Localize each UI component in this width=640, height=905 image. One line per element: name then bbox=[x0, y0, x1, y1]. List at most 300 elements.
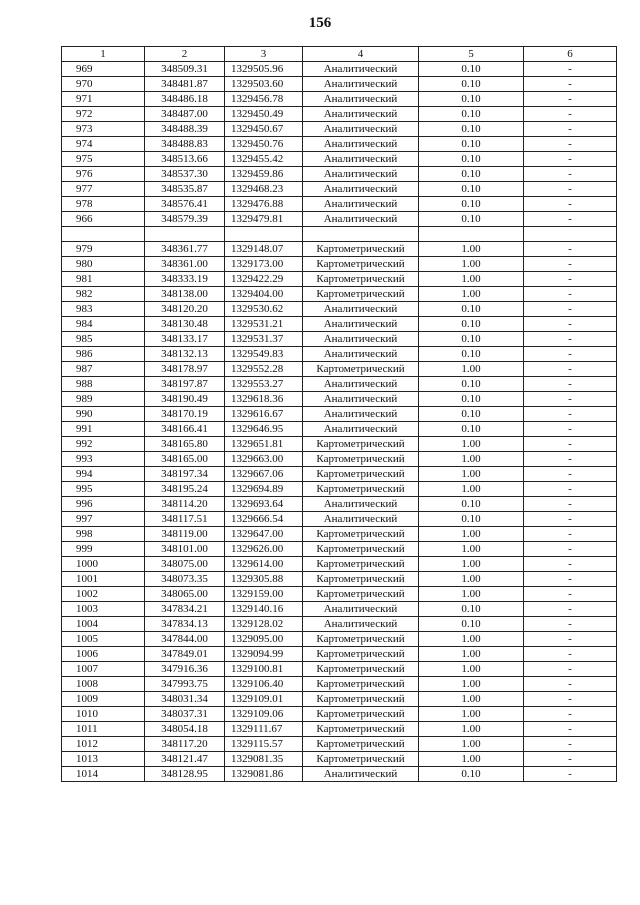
y-coordinate-cell: 1329646.95 bbox=[225, 422, 303, 437]
table-row bbox=[62, 572, 617, 587]
accuracy-cell: 1.00 bbox=[419, 527, 524, 542]
y-coordinate-cell: 1329094.99 bbox=[225, 647, 303, 662]
method-cell: Картометрический bbox=[303, 647, 419, 662]
accuracy-cell: 0.10 bbox=[419, 497, 524, 512]
x-coordinate-cell: 348170.19 bbox=[145, 407, 225, 422]
method-cell: Аналитический bbox=[303, 62, 419, 77]
note-cell: - bbox=[524, 452, 617, 467]
y-coordinate-cell: 1329651.81 bbox=[225, 437, 303, 452]
point-number-cell: 996 bbox=[62, 497, 145, 512]
note-cell: - bbox=[524, 752, 617, 767]
method-cell: Аналитический bbox=[303, 332, 419, 347]
method-cell: Картометрический bbox=[303, 587, 419, 602]
table-row bbox=[62, 662, 617, 677]
table-row bbox=[62, 377, 617, 392]
note-cell: - bbox=[524, 212, 617, 227]
y-coordinate-cell: 1329140.16 bbox=[225, 602, 303, 617]
method-cell: Аналитический bbox=[303, 602, 419, 617]
method-cell bbox=[303, 227, 419, 242]
y-coordinate-cell: 1329450.67 bbox=[225, 122, 303, 137]
x-coordinate-cell: 348509.31 bbox=[145, 62, 225, 77]
note-cell: - bbox=[524, 347, 617, 362]
note-cell: - bbox=[524, 77, 617, 92]
x-coordinate-cell: 348535.87 bbox=[145, 182, 225, 197]
note-cell: - bbox=[524, 647, 617, 662]
method-cell: Аналитический bbox=[303, 377, 419, 392]
y-coordinate-cell: 1329505.96 bbox=[225, 62, 303, 77]
note-cell: - bbox=[524, 707, 617, 722]
accuracy-cell: 1.00 bbox=[419, 572, 524, 587]
method-cell: Аналитический bbox=[303, 122, 419, 137]
y-coordinate-cell: 1329531.21 bbox=[225, 317, 303, 332]
table-row bbox=[62, 497, 617, 512]
method-cell: Аналитический bbox=[303, 182, 419, 197]
point-number-cell: 1004 bbox=[62, 617, 145, 632]
point-number-cell: 977 bbox=[62, 182, 145, 197]
y-coordinate-cell: 1329531.37 bbox=[225, 332, 303, 347]
y-coordinate-cell: 1329422.29 bbox=[225, 272, 303, 287]
accuracy-cell: 1.00 bbox=[419, 287, 524, 302]
accuracy-cell: 1.00 bbox=[419, 752, 524, 767]
note-cell bbox=[524, 227, 617, 242]
table-row bbox=[62, 512, 617, 527]
method-cell: Аналитический bbox=[303, 107, 419, 122]
note-cell: - bbox=[524, 122, 617, 137]
x-coordinate-cell: 348197.87 bbox=[145, 377, 225, 392]
point-number-cell: 1012 bbox=[62, 737, 145, 752]
column-header: 5 bbox=[419, 47, 524, 62]
x-coordinate-cell: 348121.47 bbox=[145, 752, 225, 767]
column-header: 3 bbox=[225, 47, 303, 62]
table-row bbox=[62, 392, 617, 407]
x-coordinate-cell: 348190.49 bbox=[145, 392, 225, 407]
note-cell: - bbox=[524, 152, 617, 167]
y-coordinate-cell: 1329553.27 bbox=[225, 377, 303, 392]
x-coordinate-cell: 347849.01 bbox=[145, 647, 225, 662]
point-number-cell: 979 bbox=[62, 242, 145, 257]
column-header: 6 bbox=[524, 47, 617, 62]
y-coordinate-cell: 1329626.00 bbox=[225, 542, 303, 557]
y-coordinate-cell: 1329479.81 bbox=[225, 212, 303, 227]
point-number-cell: 970 bbox=[62, 77, 145, 92]
method-cell: Картометрический bbox=[303, 272, 419, 287]
x-coordinate-cell: 347993.75 bbox=[145, 677, 225, 692]
x-coordinate-cell: 348031.34 bbox=[145, 692, 225, 707]
x-coordinate-cell: 348128.95 bbox=[145, 767, 225, 782]
accuracy-cell: 1.00 bbox=[419, 542, 524, 557]
table-row bbox=[62, 152, 617, 167]
point-number-cell: 1001 bbox=[62, 572, 145, 587]
note-cell: - bbox=[524, 407, 617, 422]
method-cell: Картометрический bbox=[303, 677, 419, 692]
point-number-cell: 991 bbox=[62, 422, 145, 437]
method-cell: Аналитический bbox=[303, 197, 419, 212]
method-cell: Картометрический bbox=[303, 557, 419, 572]
accuracy-cell: 0.10 bbox=[419, 302, 524, 317]
method-cell: Картометрический bbox=[303, 692, 419, 707]
x-coordinate-cell: 348361.77 bbox=[145, 242, 225, 257]
x-coordinate-cell: 348133.17 bbox=[145, 332, 225, 347]
method-cell: Картометрический bbox=[303, 632, 419, 647]
note-cell: - bbox=[524, 602, 617, 617]
y-coordinate-cell: 1329081.86 bbox=[225, 767, 303, 782]
table-row bbox=[62, 197, 617, 212]
x-coordinate-cell: 348120.20 bbox=[145, 302, 225, 317]
table-row bbox=[62, 92, 617, 107]
x-coordinate-cell: 348333.19 bbox=[145, 272, 225, 287]
point-number-cell: 994 bbox=[62, 467, 145, 482]
point-number-cell: 1005 bbox=[62, 632, 145, 647]
accuracy-cell: 1.00 bbox=[419, 707, 524, 722]
y-coordinate-cell: 1329109.01 bbox=[225, 692, 303, 707]
x-coordinate-cell: 347834.13 bbox=[145, 617, 225, 632]
x-coordinate-cell: 348488.83 bbox=[145, 137, 225, 152]
y-coordinate-cell: 1329616.67 bbox=[225, 407, 303, 422]
point-number-cell: 966 bbox=[62, 212, 145, 227]
point-number-cell: 1008 bbox=[62, 677, 145, 692]
y-coordinate-cell: 1329128.02 bbox=[225, 617, 303, 632]
table-row bbox=[62, 452, 617, 467]
method-cell: Картометрический bbox=[303, 542, 419, 557]
table-body bbox=[62, 62, 617, 782]
accuracy-cell: 0.10 bbox=[419, 332, 524, 347]
accuracy-cell: 0.10 bbox=[419, 197, 524, 212]
point-number-cell: 984 bbox=[62, 317, 145, 332]
note-cell: - bbox=[524, 527, 617, 542]
note-cell: - bbox=[524, 242, 617, 257]
accuracy-cell: 0.10 bbox=[419, 92, 524, 107]
x-coordinate-cell: 348037.31 bbox=[145, 707, 225, 722]
method-cell: Аналитический bbox=[303, 212, 419, 227]
y-coordinate-cell: 1329614.00 bbox=[225, 557, 303, 572]
table-row bbox=[62, 437, 617, 452]
y-coordinate-cell: 1329106.40 bbox=[225, 677, 303, 692]
table-row bbox=[62, 287, 617, 302]
table-row bbox=[62, 767, 617, 782]
point-number-cell: 1003 bbox=[62, 602, 145, 617]
y-coordinate-cell: 1329666.54 bbox=[225, 512, 303, 527]
note-cell: - bbox=[524, 512, 617, 527]
table-row bbox=[62, 167, 617, 182]
note-cell: - bbox=[524, 377, 617, 392]
method-cell: Аналитический bbox=[303, 152, 419, 167]
x-coordinate-cell: 348486.18 bbox=[145, 92, 225, 107]
point-number-cell: 1002 bbox=[62, 587, 145, 602]
accuracy-cell: 1.00 bbox=[419, 722, 524, 737]
y-coordinate-cell: 1329159.00 bbox=[225, 587, 303, 602]
x-coordinate-cell: 348117.20 bbox=[145, 737, 225, 752]
table-row bbox=[62, 182, 617, 197]
table-row bbox=[62, 332, 617, 347]
point-number-cell: 971 bbox=[62, 92, 145, 107]
accuracy-cell: 0.10 bbox=[419, 137, 524, 152]
x-coordinate-cell: 348197.34 bbox=[145, 467, 225, 482]
method-cell: Аналитический bbox=[303, 422, 419, 437]
method-cell: Картометрический bbox=[303, 482, 419, 497]
note-cell: - bbox=[524, 617, 617, 632]
point-number-cell: 980 bbox=[62, 257, 145, 272]
note-cell: - bbox=[524, 632, 617, 647]
note-cell: - bbox=[524, 467, 617, 482]
x-coordinate-cell: 348073.35 bbox=[145, 572, 225, 587]
point-number-cell: 1014 bbox=[62, 767, 145, 782]
point-number-cell: 1006 bbox=[62, 647, 145, 662]
accuracy-cell: 1.00 bbox=[419, 587, 524, 602]
accuracy-cell: 1.00 bbox=[419, 452, 524, 467]
note-cell: - bbox=[524, 767, 617, 782]
y-coordinate-cell: 1329095.00 bbox=[225, 632, 303, 647]
accuracy-cell: 1.00 bbox=[419, 272, 524, 287]
y-coordinate-cell: 1329647.00 bbox=[225, 527, 303, 542]
table-row bbox=[62, 482, 617, 497]
point-number-cell: 981 bbox=[62, 272, 145, 287]
note-cell: - bbox=[524, 302, 617, 317]
y-coordinate-cell: 1329468.23 bbox=[225, 182, 303, 197]
point-number-cell: 978 bbox=[62, 197, 145, 212]
x-coordinate-cell: 348065.00 bbox=[145, 587, 225, 602]
note-cell: - bbox=[524, 392, 617, 407]
table-row bbox=[62, 617, 617, 632]
method-cell: Картометрический bbox=[303, 707, 419, 722]
note-cell: - bbox=[524, 317, 617, 332]
accuracy-cell: 0.10 bbox=[419, 347, 524, 362]
y-coordinate-cell: 1329115.57 bbox=[225, 737, 303, 752]
note-cell: - bbox=[524, 482, 617, 497]
table-row bbox=[62, 407, 617, 422]
method-cell: Картометрический bbox=[303, 752, 419, 767]
x-coordinate-cell: 348513.66 bbox=[145, 152, 225, 167]
note-cell: - bbox=[524, 737, 617, 752]
method-cell: Аналитический bbox=[303, 167, 419, 182]
y-coordinate-cell: 1329404.00 bbox=[225, 287, 303, 302]
method-cell: Аналитический bbox=[303, 302, 419, 317]
note-cell: - bbox=[524, 677, 617, 692]
x-coordinate-cell: 348576.41 bbox=[145, 197, 225, 212]
accuracy-cell: 0.10 bbox=[419, 62, 524, 77]
table-row bbox=[62, 647, 617, 662]
page-number: 156 bbox=[308, 15, 332, 31]
table-row bbox=[62, 257, 617, 272]
accuracy-cell: 0.10 bbox=[419, 182, 524, 197]
note-cell: - bbox=[524, 662, 617, 677]
column-header: 4 bbox=[303, 47, 419, 62]
accuracy-cell: 0.10 bbox=[419, 77, 524, 92]
method-cell: Картометрический bbox=[303, 527, 419, 542]
x-coordinate-cell: 348165.00 bbox=[145, 452, 225, 467]
accuracy-cell: 1.00 bbox=[419, 692, 524, 707]
x-coordinate-cell: 348579.39 bbox=[145, 212, 225, 227]
table-row bbox=[62, 137, 617, 152]
accuracy-cell: 0.10 bbox=[419, 617, 524, 632]
y-coordinate-cell: 1329456.78 bbox=[225, 92, 303, 107]
method-cell: Аналитический bbox=[303, 497, 419, 512]
table-header-row bbox=[62, 47, 617, 62]
y-coordinate-cell: 1329618.36 bbox=[225, 392, 303, 407]
point-number-cell: 976 bbox=[62, 167, 145, 182]
y-coordinate-cell: 1329173.00 bbox=[225, 257, 303, 272]
table-row bbox=[62, 527, 617, 542]
x-coordinate-cell: 348114.20 bbox=[145, 497, 225, 512]
table-row bbox=[62, 362, 617, 377]
table-row bbox=[62, 422, 617, 437]
point-number-cell: 987 bbox=[62, 362, 145, 377]
note-cell: - bbox=[524, 587, 617, 602]
accuracy-cell: 0.10 bbox=[419, 767, 524, 782]
accuracy-cell: 1.00 bbox=[419, 362, 524, 377]
method-cell: Картометрический bbox=[303, 437, 419, 452]
x-coordinate-cell: 348537.30 bbox=[145, 167, 225, 182]
note-cell: - bbox=[524, 287, 617, 302]
point-number-cell: 993 bbox=[62, 452, 145, 467]
table-row bbox=[62, 677, 617, 692]
note-cell: - bbox=[524, 422, 617, 437]
point-number-cell: 997 bbox=[62, 512, 145, 527]
accuracy-cell: 1.00 bbox=[419, 242, 524, 257]
method-cell: Картометрический bbox=[303, 452, 419, 467]
method-cell: Аналитический bbox=[303, 347, 419, 362]
note-cell: - bbox=[524, 332, 617, 347]
note-cell: - bbox=[524, 497, 617, 512]
point-number-cell: 973 bbox=[62, 122, 145, 137]
table-row bbox=[62, 212, 617, 227]
y-coordinate-cell: 1329693.64 bbox=[225, 497, 303, 512]
accuracy-cell: 1.00 bbox=[419, 677, 524, 692]
x-coordinate-cell: 348361.00 bbox=[145, 257, 225, 272]
accuracy-cell: 1.00 bbox=[419, 647, 524, 662]
note-cell: - bbox=[524, 197, 617, 212]
note-cell: - bbox=[524, 692, 617, 707]
point-number-cell: 988 bbox=[62, 377, 145, 392]
x-coordinate-cell: 348130.48 bbox=[145, 317, 225, 332]
x-coordinate-cell: 348075.00 bbox=[145, 557, 225, 572]
point-number-cell: 992 bbox=[62, 437, 145, 452]
accuracy-cell: 1.00 bbox=[419, 437, 524, 452]
point-number-cell: 982 bbox=[62, 287, 145, 302]
table-row bbox=[62, 317, 617, 332]
x-coordinate-cell: 348481.87 bbox=[145, 77, 225, 92]
accuracy-cell: 1.00 bbox=[419, 632, 524, 647]
x-coordinate-cell: 348165.80 bbox=[145, 437, 225, 452]
x-coordinate-cell: 348138.00 bbox=[145, 287, 225, 302]
point-number-cell: 1013 bbox=[62, 752, 145, 767]
accuracy-cell: 0.10 bbox=[419, 392, 524, 407]
method-cell: Аналитический bbox=[303, 407, 419, 422]
x-coordinate-cell: 348166.41 bbox=[145, 422, 225, 437]
note-cell: - bbox=[524, 542, 617, 557]
point-number-cell: 985 bbox=[62, 332, 145, 347]
table-row bbox=[62, 557, 617, 572]
y-coordinate-cell: 1329450.76 bbox=[225, 137, 303, 152]
x-coordinate-cell: 347844.00 bbox=[145, 632, 225, 647]
coordinates-table bbox=[61, 46, 617, 782]
y-coordinate-cell: 1329109.06 bbox=[225, 707, 303, 722]
table-row bbox=[62, 587, 617, 602]
x-coordinate-cell: 348054.18 bbox=[145, 722, 225, 737]
x-coordinate-cell: 348117.51 bbox=[145, 512, 225, 527]
table-row bbox=[62, 467, 617, 482]
method-cell: Аналитический bbox=[303, 317, 419, 332]
y-coordinate-cell: 1329667.06 bbox=[225, 467, 303, 482]
note-cell: - bbox=[524, 257, 617, 272]
note-cell: - bbox=[524, 362, 617, 377]
table-row bbox=[62, 737, 617, 752]
point-number-cell: 999 bbox=[62, 542, 145, 557]
x-coordinate-cell: 348487.00 bbox=[145, 107, 225, 122]
accuracy-cell: 0.10 bbox=[419, 512, 524, 527]
note-cell: - bbox=[524, 182, 617, 197]
method-cell: Аналитический bbox=[303, 512, 419, 527]
column-header: 2 bbox=[145, 47, 225, 62]
table-row bbox=[62, 602, 617, 617]
point-number-cell: 1009 bbox=[62, 692, 145, 707]
accuracy-cell: 1.00 bbox=[419, 662, 524, 677]
accuracy-cell: 0.10 bbox=[419, 422, 524, 437]
table-row bbox=[62, 242, 617, 257]
note-cell: - bbox=[524, 722, 617, 737]
point-number-cell: 1010 bbox=[62, 707, 145, 722]
point-number-cell: 986 bbox=[62, 347, 145, 362]
method-cell: Картометрический bbox=[303, 572, 419, 587]
note-cell: - bbox=[524, 437, 617, 452]
x-coordinate-cell: 348101.00 bbox=[145, 542, 225, 557]
y-coordinate-cell: 1329459.86 bbox=[225, 167, 303, 182]
table-row bbox=[62, 122, 617, 137]
y-coordinate-cell: 1329455.42 bbox=[225, 152, 303, 167]
table-row bbox=[62, 302, 617, 317]
note-cell: - bbox=[524, 92, 617, 107]
note-cell: - bbox=[524, 557, 617, 572]
y-coordinate-cell: 1329663.00 bbox=[225, 452, 303, 467]
y-coordinate-cell: 1329694.89 bbox=[225, 482, 303, 497]
table-row bbox=[62, 707, 617, 722]
y-coordinate-cell: 1329148.07 bbox=[225, 242, 303, 257]
point-number-cell: 972 bbox=[62, 107, 145, 122]
accuracy-cell: 0.10 bbox=[419, 107, 524, 122]
x-coordinate-cell: 348488.39 bbox=[145, 122, 225, 137]
y-coordinate-cell: 1329081.35 bbox=[225, 752, 303, 767]
method-cell: Картометрический bbox=[303, 467, 419, 482]
y-coordinate-cell bbox=[225, 227, 303, 242]
table-row bbox=[62, 722, 617, 737]
accuracy-cell: 0.10 bbox=[419, 602, 524, 617]
accuracy-cell: 1.00 bbox=[419, 467, 524, 482]
method-cell: Аналитический bbox=[303, 767, 419, 782]
point-number-cell: 974 bbox=[62, 137, 145, 152]
accuracy-cell: 0.10 bbox=[419, 317, 524, 332]
column-header: 1 bbox=[62, 47, 145, 62]
note-cell: - bbox=[524, 167, 617, 182]
accuracy-cell: 1.00 bbox=[419, 257, 524, 272]
method-cell: Картометрический bbox=[303, 737, 419, 752]
table-row bbox=[62, 692, 617, 707]
x-coordinate-cell: 348132.13 bbox=[145, 347, 225, 362]
point-number-cell: 990 bbox=[62, 407, 145, 422]
method-cell: Картометрический bbox=[303, 722, 419, 737]
point-number-cell: 983 bbox=[62, 302, 145, 317]
accuracy-cell: 0.10 bbox=[419, 407, 524, 422]
accuracy-cell: 1.00 bbox=[419, 557, 524, 572]
point-number-cell: 1007 bbox=[62, 662, 145, 677]
accuracy-cell: 0.10 bbox=[419, 377, 524, 392]
y-coordinate-cell: 1329100.81 bbox=[225, 662, 303, 677]
x-coordinate-cell: 348178.97 bbox=[145, 362, 225, 377]
table-row bbox=[62, 347, 617, 362]
accuracy-cell: 0.10 bbox=[419, 152, 524, 167]
accuracy-cell: 0.10 bbox=[419, 167, 524, 182]
point-number-cell: 975 bbox=[62, 152, 145, 167]
method-cell: Аналитический bbox=[303, 137, 419, 152]
y-coordinate-cell: 1329552.28 bbox=[225, 362, 303, 377]
